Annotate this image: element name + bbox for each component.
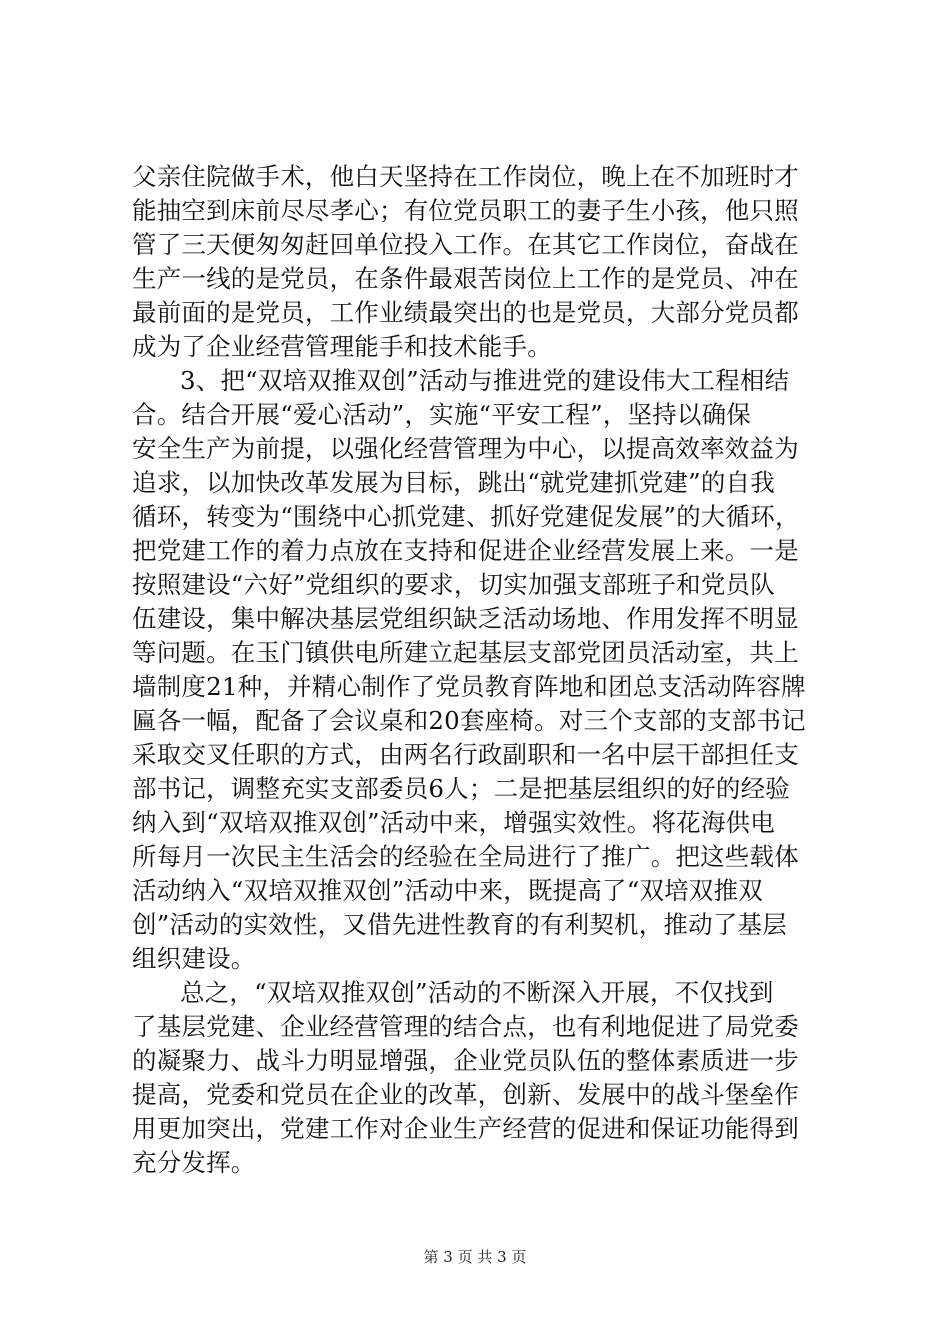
text-line: 了基层党建、企业经营管理的结合点，也有利地促进了局党委: [132, 1012, 799, 1041]
text-line: 把党建工作的着力点放在支持和促进企业经营发展上来。一是: [132, 536, 799, 565]
text-line: 追求，以加快改革发展为目标，跳出“就党建抓党建”的自我: [132, 468, 775, 497]
text-line: 循环，转变为“围绕中心抓党建、抓好党建促发展”的大循环，: [132, 502, 800, 531]
text-line: 安全生产为前提，以强化经营管理为中心，以提高效率效益为: [132, 434, 799, 463]
text-line: 合。结合开展“爱心活动”，实施“平安工程”，坚持以确保: [132, 400, 751, 429]
text-line: 最前面的是党员，工作业绩最突出的也是党员，大部分党员都: [132, 298, 799, 327]
page-footer: 第 3 页 共 3 页: [423, 1248, 527, 1266]
text-line: 组织建设。: [132, 944, 256, 973]
text-line: 按照建设“六好”党组织的要求，切实加强支部班子和党员队: [132, 570, 775, 599]
text-line: 充分发挥。: [132, 1148, 256, 1177]
text-line: 所每月一次民主生活会的经验在全局进行了推广。把这些载体: [132, 842, 799, 871]
text-line: 能抽空到床前尽尽孝心；有位党员职工的妻子生小孩，他只照: [132, 196, 799, 225]
text-line: 的凝聚力、战斗力明显增强，企业党员队伍的整体素质进一步: [132, 1046, 799, 1075]
text-line: 父亲住院做手术，他白天坚持在工作岗位，晚上在不加班时才: [132, 162, 799, 191]
text-line: 生产一线的是党员，在条件最艰苦岗位上工作的是党员、冲在: [132, 264, 799, 293]
text-line: 伍建设，集中解决基层党组织缺乏活动场地、作用发挥不明显: [132, 604, 799, 633]
text-line: 部书记，调整充实支部委员6人；二是把基层组织的好的经验: [132, 774, 790, 803]
text-line: 管了三天便匆匆赶回单位投入工作。在其它工作岗位，奋战在: [132, 230, 799, 259]
text-line: 3、把“双培双推双创”活动与推进党的建设伟大工程相结: [180, 366, 790, 395]
text-line: 匾各一幅，配备了会议桌和20套座椅。对三个支部的支部书记: [132, 706, 806, 735]
text-line: 创”活动的实效性，又借先进性教育的有利契机，推动了基层: [132, 910, 787, 939]
text-line: 墙制度21种，并精心制作了党员教育阵地和团总支活动阵容牌: [132, 672, 806, 701]
text-line: 提高，党委和党员在企业的改革，创新、发展中的战斗堡垒作: [132, 1080, 799, 1109]
text-line: 用更加突出，党建工作对企业生产经营的促进和保证功能得到: [132, 1114, 799, 1143]
text-line: 活动纳入“双培双推双创”活动中来，既提高了“双培双推双: [132, 876, 763, 905]
text-line: 纳入到“双培双推双创”活动中来，增强实效性。将花海供电: [132, 808, 775, 837]
text-line: 等问题。在玉门镇供电所建立起基层支部党团员活动室，共上: [132, 638, 799, 667]
text-line: 总之，“双培双推双创”活动的不断深入开展，不仅找到: [180, 978, 774, 1007]
text-line: 采取交叉任职的方式，由两名行政副职和一名中层干部担任支: [132, 740, 799, 769]
body-text: [132, 160, 832, 1180]
text-line: 成为了企业经营管理能手和技术能手。: [132, 332, 552, 361]
